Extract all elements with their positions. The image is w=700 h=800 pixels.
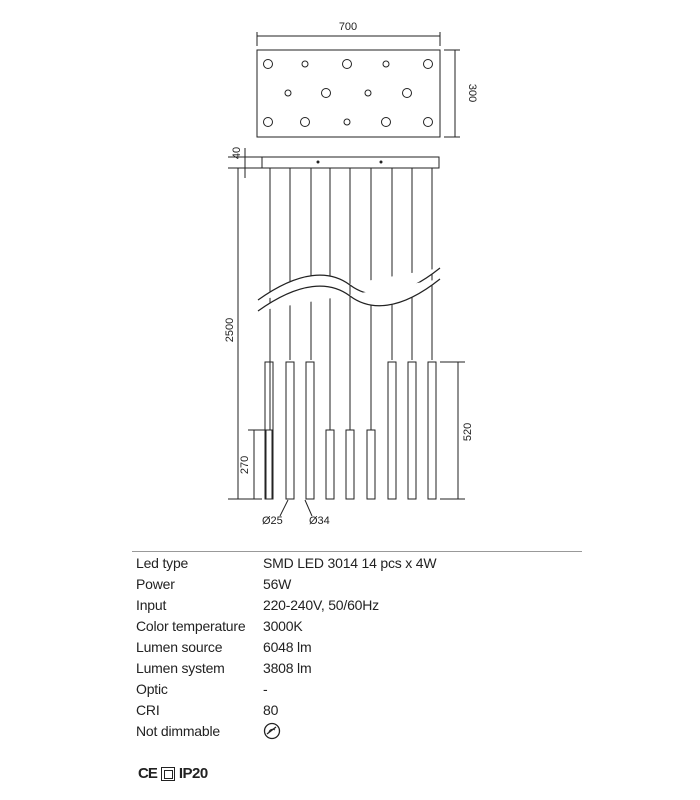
dim-top-depth: 300 [466, 83, 478, 103]
spec-table [136, 552, 582, 741]
spec-label: Not dimmable [136, 722, 220, 739]
spec-label: Lumen source [136, 638, 223, 655]
canopy-top-view [257, 50, 440, 137]
not-dimmable-icon [263, 722, 281, 740]
dim-top-width: 700 [338, 21, 358, 33]
spec-row [136, 552, 582, 573]
spec-value: 56W [263, 575, 292, 592]
mounting-holes [264, 60, 433, 127]
dim-diameter-small: Ø25 [262, 515, 283, 527]
spec-value: 80 [263, 701, 279, 718]
dim-short-rod: 270 [239, 455, 251, 475]
spec-row [136, 720, 582, 741]
spec-row [136, 699, 582, 720]
spec-row [136, 573, 582, 594]
spec-row [136, 678, 582, 699]
ip-rating: IP20 [178, 765, 208, 782]
spec-label: Input [136, 596, 167, 613]
dim-long-rod: 520 [462, 422, 474, 442]
spec-row [136, 615, 582, 636]
dim-total-height: 2500 [224, 317, 236, 343]
certification-marks [138, 765, 208, 782]
spec-value: 3808 lm [263, 659, 312, 676]
spec-row [136, 657, 582, 678]
dim-diameter-large: Ø34 [309, 515, 330, 527]
canopy-side-view [262, 157, 439, 168]
spec-value: SMD LED 3014 14 pcs x 4W [263, 554, 437, 571]
spec-row [136, 594, 582, 615]
spec-label: Led type [136, 554, 189, 571]
spec-value: - [263, 680, 268, 697]
spec-label: Optic [136, 680, 168, 697]
spec-value: 3000K [263, 617, 303, 634]
ce-mark: CE [138, 765, 157, 782]
dim-canopy-height: 40 [231, 146, 243, 160]
spec-label: Power [136, 575, 175, 592]
spec-value: 6048 lm [263, 638, 312, 655]
class-ii-icon [161, 767, 175, 781]
spec-value [263, 721, 281, 739]
spec-row [136, 636, 582, 657]
spec-label: Color temperature [136, 617, 246, 634]
spec-label: Lumen system [136, 659, 225, 676]
spec-value: 220-240V, 50/60Hz [263, 596, 379, 613]
spec-label: CRI [136, 701, 160, 718]
